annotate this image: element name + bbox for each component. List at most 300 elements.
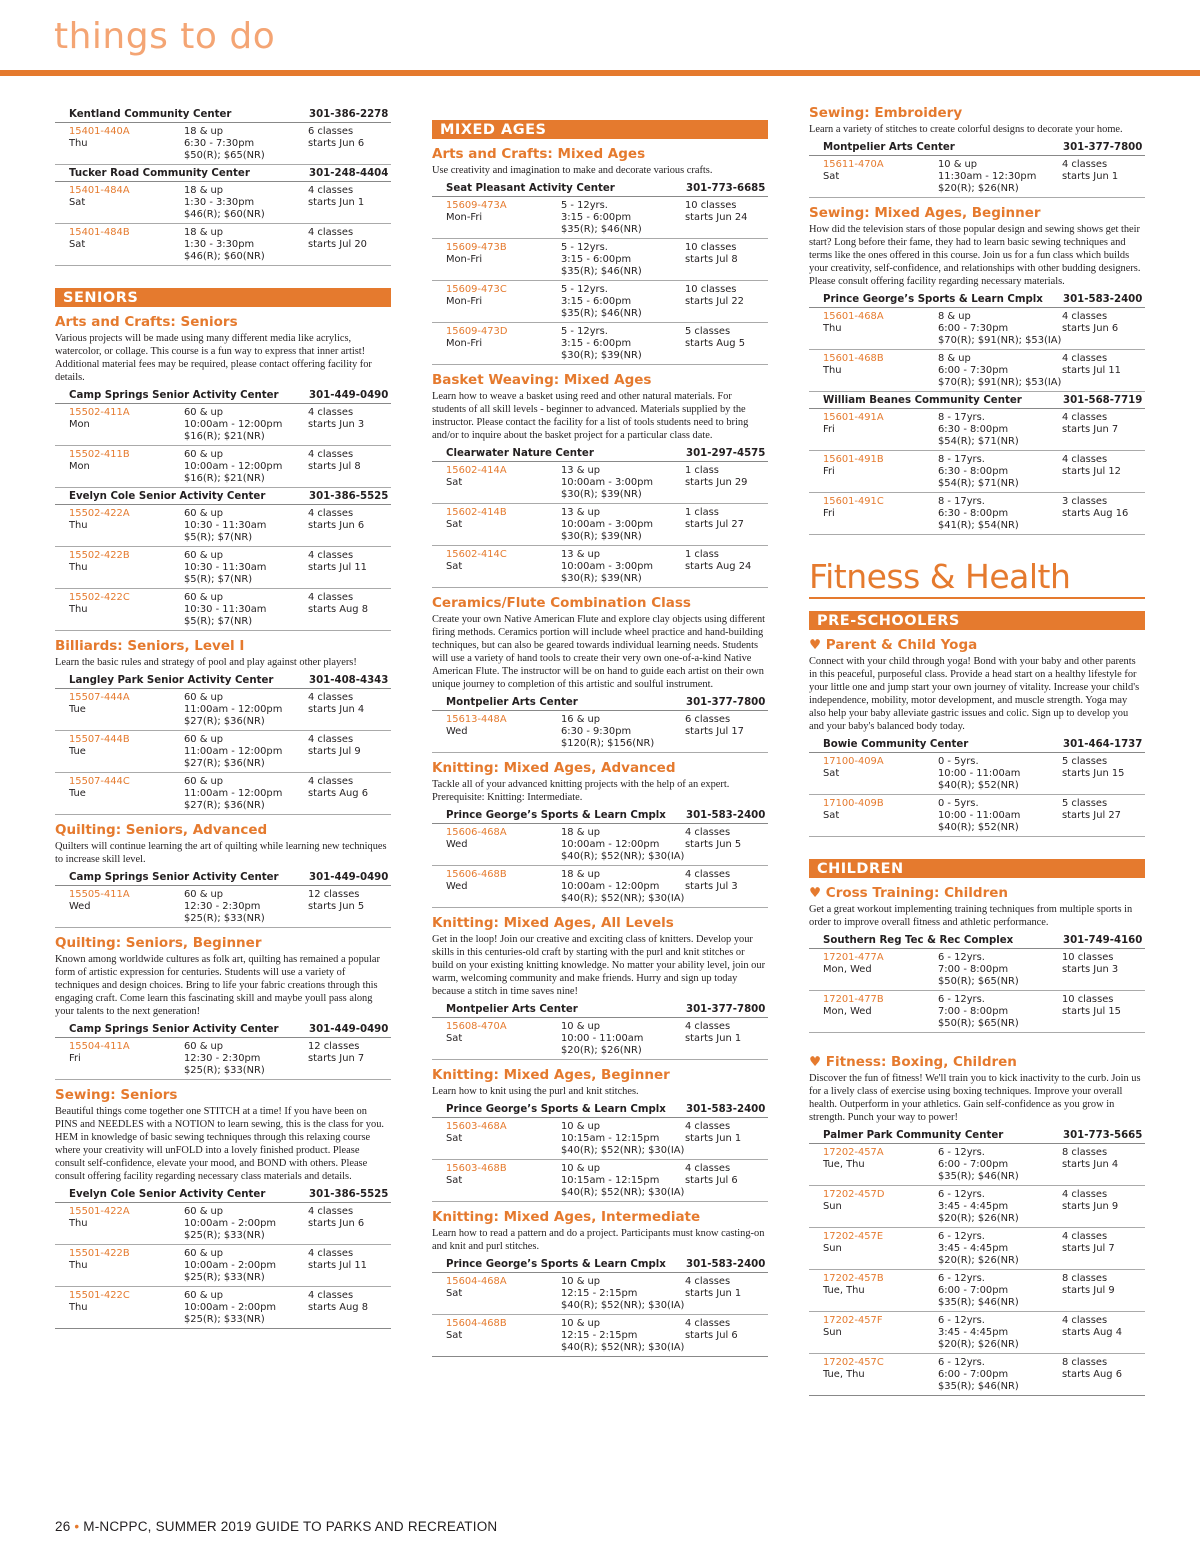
class-schedule-cell	[308, 550, 390, 586]
class-id-cell	[446, 869, 561, 905]
class-age: 10 & up	[938, 159, 978, 170]
class-description: Various projects will be made using many different media like acrylics, watercolor, or collage. This course is a fun way to express that inner artist! Additional material fees may be required, please contact offering facility for details.	[55, 333, 372, 383]
class-row	[55, 731, 391, 773]
class-details-cell	[561, 869, 685, 905]
class-start: starts Jun 4	[308, 704, 365, 715]
page-title: things to do	[54, 16, 276, 57]
class-details-cell	[938, 496, 1062, 532]
class-description: Known among worldwide cultures as folk art, quilting has remained a popular form of artistic expression for centuries. Students will use a variety of techniques and design choices. Bring to life your fabric creations through this engaging craft. Come learn this fascinating skill and maybe youll pass along your talents to the next generation!	[55, 954, 380, 1017]
class-title: Sewing: Embroidery	[809, 105, 963, 121]
class-schedule-cell	[308, 227, 390, 263]
class-count: 4 classes	[1062, 159, 1108, 170]
class-details-cell	[184, 449, 308, 485]
class-day: Sat	[446, 1175, 463, 1186]
class-id-cell	[446, 1121, 561, 1157]
facility-phone: 301-386-2278	[309, 109, 389, 120]
class-schedule-cell	[1062, 412, 1144, 448]
class-fee: $30(R); $39(NR)	[561, 573, 642, 584]
class-fee: $35(R); $46(NR)	[561, 224, 642, 235]
class-time: 10:30 - 11:30am	[184, 604, 267, 615]
class-code: 15611-470A	[823, 159, 884, 170]
class-details-cell	[938, 1273, 1062, 1309]
class-code: 15603-468B	[446, 1163, 507, 1174]
class-time: 10:00am - 2:00pm	[184, 1260, 277, 1271]
class-id-cell	[823, 1357, 938, 1393]
class-start: starts Jul 9	[1062, 1285, 1115, 1296]
class-age: 10 & up	[561, 1318, 601, 1329]
facility-name: Prince George’s Sports & Learn Cmplx	[823, 294, 1043, 305]
class-schedule-cell	[685, 1121, 767, 1157]
class-id-cell	[446, 242, 561, 278]
class-code: 15606-468A	[446, 827, 507, 838]
class-description: Discover the fun of fitness! We'll train you to kick inactivity to the curb. Join us for a lively class of exercise using boxing techniques. Improve your overall health. Outperform in your athletics. Gain self-confidence as you grow in strength. Punch your way to power!	[809, 1073, 1141, 1123]
class-code: 15505-411A	[69, 889, 130, 900]
class-time: 10:00am - 12:00pm	[561, 881, 660, 892]
class-row	[55, 1038, 391, 1080]
class-schedule-cell	[1062, 311, 1144, 347]
class-age: 8 & up	[938, 311, 971, 322]
facility-name: Seat Pleasant Activity Center	[446, 183, 615, 194]
class-count: 6 classes	[308, 126, 354, 137]
class-code: 15501-422B	[69, 1248, 130, 1259]
facility-name: Bowie Community Center	[823, 739, 969, 750]
facility-header	[55, 106, 391, 123]
class-details-cell	[561, 1318, 685, 1354]
class-age: 5 - 12yrs.	[561, 242, 608, 253]
class-start: starts Jul 20	[308, 239, 367, 250]
class-day: Sat	[823, 171, 840, 182]
class-details-cell	[938, 952, 1062, 988]
class-id-cell	[823, 1147, 938, 1183]
facility-header	[809, 932, 1145, 949]
class-start: starts Jun 9	[1062, 1201, 1119, 1212]
class-start: starts Jun 24	[685, 212, 748, 223]
class-schedule-cell	[685, 465, 767, 501]
class-schedule-cell	[308, 1041, 390, 1077]
class-schedule-cell	[1062, 1189, 1144, 1225]
class-fee: $35(R); $46(NR)	[561, 266, 642, 277]
class-fee: $5(R); $7(NR)	[184, 574, 253, 585]
class-start: starts Jun 6	[308, 1218, 365, 1229]
class-age: 13 & up	[561, 507, 601, 518]
class-age: 5 - 12yrs.	[561, 326, 608, 337]
class-id-cell	[69, 1248, 184, 1284]
class-start: starts Jul 7	[1062, 1243, 1115, 1254]
class-age: 0 - 5yrs.	[938, 756, 979, 767]
class-fee: $25(R); $33(NR)	[184, 1314, 265, 1325]
class-fee: $40(R); $52(NR); $30(IA)	[561, 893, 685, 904]
class-time: 3:15 - 6:00pm	[561, 212, 632, 223]
class-id-cell	[823, 756, 938, 792]
class-fee: $120(R); $156(NR)	[561, 738, 655, 749]
class-schedule-cell	[685, 1318, 767, 1354]
class-details-cell	[184, 227, 308, 263]
class-count: 4 classes	[308, 449, 354, 460]
class-schedule-cell	[308, 1248, 390, 1284]
class-time: 1:30 - 3:30pm	[184, 239, 255, 250]
class-details-cell	[184, 1290, 308, 1326]
facility-header	[55, 488, 391, 505]
class-id-cell	[446, 1163, 561, 1199]
class-schedule-cell	[685, 827, 767, 863]
facility-phone: 301-449-0490	[309, 1024, 389, 1035]
class-time: 6:30 - 8:00pm	[938, 508, 1009, 519]
class-row	[432, 1118, 768, 1160]
class-description: Connect with your child through yoga! Bond with your baby and other parents in this peaceful, purposeful class. Provide a head start on a healthy lifestyle for your little one and jump start your own journey of vitality. Increase your child's independence, mobility, motor development, and muscle strength. Yoga may also help your baby alleviate gastric issues and colic. Sign up to develop you and your baby's balanced body today.	[809, 656, 1140, 732]
class-start: starts Jun 1	[1062, 171, 1119, 182]
class-time: 6:30 - 9:30pm	[561, 726, 632, 737]
class-day: Mon, Wed	[823, 1006, 872, 1017]
class-start: starts Jun 5	[685, 839, 742, 850]
class-details-cell	[184, 889, 308, 925]
class-time: 6:00 - 7:30pm	[938, 323, 1009, 334]
facility-name: Palmer Park Community Center	[823, 1130, 1004, 1141]
class-age: 60 & up	[184, 550, 224, 561]
class-age: 18 & up	[184, 185, 224, 196]
facility-name: Langley Park Senior Activity Center	[69, 675, 274, 686]
class-start: starts Jul 22	[685, 296, 744, 307]
class-age: 5 - 12yrs.	[561, 284, 608, 295]
class-count: 4 classes	[308, 592, 354, 603]
class-fee: $35(R); $46(NR)	[938, 1381, 1019, 1392]
facility-name: Montpelier Arts Center	[446, 1004, 578, 1015]
class-schedule-cell	[308, 1206, 390, 1242]
facility-phone: 301-377-7800	[686, 697, 766, 708]
class-age: 60 & up	[184, 1206, 224, 1217]
class-row	[432, 546, 768, 588]
class-age: 60 & up	[184, 508, 224, 519]
class-start: starts Jul 27	[685, 519, 744, 530]
class-time: 10:15am - 12:15pm	[561, 1175, 660, 1186]
class-row	[432, 1273, 768, 1315]
class-details-cell	[561, 200, 685, 236]
class-start: starts Aug 8	[308, 1302, 368, 1313]
class-code: 15601-491A	[823, 412, 884, 423]
class-day: Mon-Fri	[446, 212, 483, 223]
class-row	[809, 1186, 1145, 1228]
class-row	[55, 123, 391, 165]
class-row	[432, 866, 768, 908]
class-schedule-cell	[1062, 353, 1144, 389]
class-fee: $50(R); $65(NR)	[938, 1018, 1019, 1029]
class-details-cell	[561, 714, 685, 750]
class-description: Learn a variety of stitches to create colorful designs to decorate your home.	[809, 124, 1123, 135]
class-details-cell	[561, 1163, 685, 1199]
class-schedule-cell	[1062, 994, 1144, 1030]
page-number: 26	[55, 1519, 71, 1534]
class-fee: $27(R); $36(NR)	[184, 716, 265, 727]
class-id-cell	[823, 311, 938, 347]
class-id-cell	[69, 550, 184, 586]
class-details-cell	[184, 508, 308, 544]
class-fee: $30(R); $39(NR)	[561, 531, 642, 542]
class-code: 15401-484B	[69, 227, 130, 238]
class-details-cell	[938, 1357, 1062, 1393]
class-description: Tackle all of your advanced knitting projects with the help of an expert. Prerequisite: Knitting: Intermediate.	[432, 779, 730, 803]
class-details-cell	[938, 1231, 1062, 1267]
class-row	[809, 1144, 1145, 1186]
class-row	[55, 773, 391, 815]
class-row	[809, 949, 1145, 991]
class-age: 16 & up	[561, 714, 601, 725]
class-time: 10:15am - 12:15pm	[561, 1133, 660, 1144]
class-details-cell	[184, 592, 308, 628]
class-day: Sat	[69, 197, 86, 208]
class-row	[432, 1018, 768, 1060]
class-count: 10 classes	[685, 242, 737, 253]
class-code: 15601-468A	[823, 311, 884, 322]
class-code: 17202-457E	[823, 1231, 884, 1242]
class-row	[809, 753, 1145, 795]
class-code: 17202-457A	[823, 1147, 884, 1158]
class-row	[432, 711, 768, 753]
class-fee: $35(R); $46(NR)	[938, 1171, 1019, 1182]
class-id-cell	[823, 952, 938, 988]
facility-phone: 301-583-2400	[686, 810, 766, 821]
facility-phone: 301-297-4575	[686, 448, 766, 459]
class-schedule-cell	[308, 449, 390, 485]
class-start: starts Jun 15	[1062, 768, 1125, 779]
class-fee: $25(R); $33(NR)	[184, 1065, 265, 1076]
class-time: 6:00 - 7:00pm	[938, 1285, 1009, 1296]
class-fee: $70(R); $91(NR); $53(IA)	[938, 377, 1062, 388]
class-code: 15502-411B	[69, 449, 130, 460]
class-age: 8 & up	[938, 353, 971, 364]
class-count: 4 classes	[308, 185, 354, 196]
class-code: 15502-422A	[69, 508, 130, 519]
class-day: Sat	[446, 519, 463, 530]
class-row	[55, 446, 391, 488]
class-day: Sat	[446, 477, 463, 488]
class-fee: $25(R); $33(NR)	[184, 913, 265, 924]
facility-name: Camp Springs Senior Activity Center	[69, 872, 279, 883]
class-day: Sat	[446, 1033, 463, 1044]
class-count: 4 classes	[685, 1163, 731, 1174]
class-id-cell	[69, 227, 184, 263]
class-start: starts Jun 4	[1062, 1159, 1119, 1170]
class-row	[55, 589, 391, 631]
class-schedule-cell	[1062, 1273, 1144, 1309]
class-age: 18 & up	[184, 126, 224, 137]
class-schedule-cell	[685, 507, 767, 543]
class-details-cell	[184, 734, 308, 770]
class-id-cell	[823, 994, 938, 1030]
class-day: Sun	[823, 1243, 842, 1254]
class-schedule-cell	[685, 284, 767, 320]
class-schedule-cell	[685, 242, 767, 278]
facility-name: Tucker Road Community Center	[69, 168, 250, 179]
class-count: 5 classes	[685, 326, 731, 337]
class-time: 10:00am - 12:00pm	[561, 839, 660, 850]
class-row	[432, 824, 768, 866]
class-age: 18 & up	[561, 827, 601, 838]
class-count: 4 classes	[685, 1276, 731, 1287]
class-age: 13 & up	[561, 465, 601, 476]
class-row	[432, 462, 768, 504]
facility-name: Prince George’s Sports & Learn Cmplx	[446, 1104, 666, 1115]
class-time: 6:30 - 8:00pm	[938, 424, 1009, 435]
class-title: ♥ Fitness: Boxing, Children	[809, 1054, 1017, 1070]
class-age: 6 - 12yrs.	[938, 1273, 985, 1284]
class-day: Sat	[823, 810, 840, 821]
facility-header	[55, 1186, 391, 1203]
class-details-cell	[561, 507, 685, 543]
class-count: 6 classes	[685, 714, 731, 725]
class-row	[809, 156, 1145, 198]
spacer	[55, 266, 391, 288]
class-schedule-cell	[685, 714, 767, 750]
class-age: 18 & up	[184, 227, 224, 238]
class-start: starts Jun 1	[685, 1288, 742, 1299]
class-fee: $50(R); $65(NR)	[184, 150, 265, 161]
class-code: 15504-411A	[69, 1041, 130, 1052]
class-count: 4 classes	[308, 1206, 354, 1217]
facility-phone: 301-583-2400	[686, 1104, 766, 1115]
class-day: Sat	[446, 1330, 463, 1341]
class-title: Quilting: Seniors, Beginner	[55, 935, 262, 951]
page-footer	[55, 1519, 497, 1534]
class-details-cell	[184, 776, 308, 812]
class-row	[809, 991, 1145, 1033]
class-time: 3:45 - 4:45pm	[938, 1201, 1009, 1212]
class-code: 15604-468A	[446, 1276, 507, 1287]
class-time: 10:00am - 2:00pm	[184, 1218, 277, 1229]
class-code: 17100-409A	[823, 756, 884, 767]
class-time: 6:30 - 7:30pm	[184, 138, 255, 149]
class-age: 10 & up	[561, 1163, 601, 1174]
class-day: Sat	[823, 768, 840, 779]
class-time: 10:00 - 11:00am	[938, 810, 1021, 821]
class-count: 4 classes	[308, 227, 354, 238]
spacer	[432, 106, 768, 120]
class-row	[432, 281, 768, 323]
class-day: Thu	[823, 365, 842, 376]
class-code: 17202-457C	[823, 1357, 884, 1368]
class-schedule-cell	[1062, 454, 1144, 490]
class-id-cell	[823, 798, 938, 834]
class-time: 12:30 - 2:30pm	[184, 1053, 261, 1064]
class-id-cell	[823, 412, 938, 448]
class-id-cell	[823, 159, 938, 195]
facility-name: Clearwater Nature Center	[446, 448, 594, 459]
class-age: 18 & up	[561, 869, 601, 880]
class-schedule-cell	[685, 1163, 767, 1199]
class-time: 10:00 - 11:00am	[561, 1033, 644, 1044]
class-fee: $70(R); $91(NR); $53(IA)	[938, 335, 1062, 346]
class-time: 3:45 - 4:45pm	[938, 1327, 1009, 1338]
class-schedule-cell	[308, 592, 390, 628]
class-id-cell	[69, 734, 184, 770]
class-fee: $20(R); $26(NR)	[938, 1255, 1019, 1266]
facility-name: Camp Springs Senior Activity Center	[69, 1024, 279, 1035]
class-age: 10 & up	[561, 1021, 601, 1032]
class-description: Learn how to weave a basket using reed and other natural materials. For students of all skill levels - beginner to advanced. Materials supplied by the instructor. Please contact the facility for a list of tools students need to bring and/or to inquire about the basket project for a particular class date.	[432, 391, 749, 441]
facility-phone: 301-449-0490	[309, 872, 389, 883]
class-code: 15507-444B	[69, 734, 130, 745]
class-title: ♥ Parent & Child Yoga	[809, 637, 978, 653]
class-id-cell	[446, 284, 561, 320]
class-fee: $40(R); $52(NR); $30(IA)	[561, 851, 685, 862]
class-time: 10:00 - 11:00am	[938, 768, 1021, 779]
class-details-cell	[184, 1248, 308, 1284]
class-code: 15603-468A	[446, 1121, 507, 1132]
class-time: 10:00am - 12:00pm	[184, 419, 283, 430]
footer-separator: •	[74, 1519, 80, 1534]
class-start: starts Jun 3	[308, 419, 365, 430]
facility-name: Camp Springs Senior Activity Center	[69, 390, 279, 401]
class-time: 10:00am - 3:00pm	[561, 477, 654, 488]
class-start: starts Aug 16	[1062, 508, 1129, 519]
class-age: 60 & up	[184, 776, 224, 787]
class-count: 4 classes	[308, 734, 354, 745]
class-code: 15502-422C	[69, 592, 130, 603]
class-id-cell	[69, 776, 184, 812]
class-details-cell	[938, 412, 1062, 448]
class-row	[55, 886, 391, 928]
facility-header	[809, 291, 1145, 308]
class-code: 15604-468B	[446, 1318, 507, 1329]
class-row	[432, 1160, 768, 1202]
class-title: Knitting: Mixed Ages, Beginner	[432, 1067, 670, 1083]
class-title: Ceramics/Flute Combination Class	[432, 595, 691, 611]
class-day: Fri	[823, 466, 835, 477]
class-code: 15501-422C	[69, 1290, 130, 1301]
class-time: 6:00 - 7:00pm	[938, 1369, 1009, 1380]
class-start: starts Aug 6	[308, 788, 368, 799]
facility-phone: 301-386-5525	[309, 1189, 389, 1200]
class-count: 4 classes	[685, 827, 731, 838]
class-age: 10 & up	[561, 1121, 601, 1132]
facility-phone: 301-408-4343	[309, 675, 389, 686]
class-code: 15401-440A	[69, 126, 130, 137]
class-day: Mon	[69, 461, 90, 472]
class-row	[55, 505, 391, 547]
class-code: 15606-468B	[446, 869, 507, 880]
class-details-cell	[184, 126, 308, 162]
class-day: Thu	[69, 520, 88, 531]
class-schedule-cell	[308, 407, 390, 443]
class-schedule-cell	[1062, 1231, 1144, 1267]
class-count: 4 classes	[1062, 412, 1108, 423]
class-start: starts Aug 5	[685, 338, 745, 349]
column-1	[55, 106, 391, 1329]
class-age: 60 & up	[184, 1041, 224, 1052]
class-id-cell	[446, 549, 561, 585]
class-details-cell	[184, 185, 308, 221]
class-row	[809, 350, 1145, 392]
class-title: Quilting: Seniors, Advanced	[55, 822, 268, 838]
class-schedule-cell	[685, 869, 767, 905]
class-time: 10:00am - 3:00pm	[561, 561, 654, 572]
class-start: starts Jun 6	[1062, 323, 1119, 334]
class-age: 60 & up	[184, 592, 224, 603]
facility-name: Prince George’s Sports & Learn Cmplx	[446, 810, 666, 821]
class-start: starts Jun 1	[308, 197, 365, 208]
class-day: Tue, Thu	[823, 1285, 865, 1296]
class-fee: $5(R); $7(NR)	[184, 532, 253, 543]
class-details-cell	[184, 1041, 308, 1077]
class-id-cell	[823, 1189, 938, 1225]
class-details-cell	[561, 1121, 685, 1157]
class-row	[55, 689, 391, 731]
class-title: Arts and Crafts: Mixed Ages	[432, 146, 646, 162]
class-id-cell	[69, 1206, 184, 1242]
class-start: starts Aug 6	[1062, 1369, 1122, 1380]
class-title: Sewing: Mixed Ages, Beginner	[809, 205, 1041, 221]
class-id-cell	[69, 692, 184, 728]
class-count: 4 classes	[308, 550, 354, 561]
facility-header	[55, 165, 391, 182]
